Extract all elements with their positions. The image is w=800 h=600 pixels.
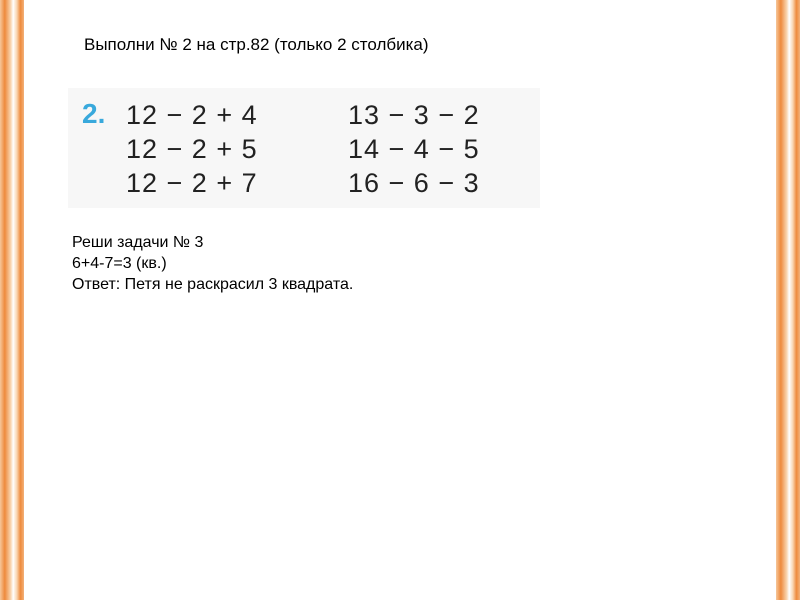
expression-column-1 (126, 98, 258, 200)
assignment-heading: Выполни № 2 на стр.82 (только 2 столбика) (84, 35, 429, 54)
expression: 12 − 2 + 5 (126, 134, 258, 164)
expression: 14 − 4 − 5 (348, 134, 480, 164)
left-decorative-border (0, 0, 24, 600)
task-answer: Ответ: Петя не раскрасил 3 квадрата. (72, 276, 354, 293)
expression: 13 − 3 − 2 (348, 100, 480, 130)
expression: 12 − 2 + 7 (126, 168, 258, 198)
exercise-image (68, 88, 540, 208)
expression-column-2 (348, 98, 480, 200)
task-text (72, 232, 353, 295)
expression: 12 − 2 + 4 (126, 100, 258, 130)
expression: 16 − 6 − 3 (348, 168, 480, 198)
right-decorative-border (776, 0, 800, 600)
task-instruction: Реши задачи № 3 (72, 234, 204, 251)
task-solution: 6+4-7=3 (кв.) (72, 255, 167, 272)
exercise-number: 2. (82, 98, 106, 129)
